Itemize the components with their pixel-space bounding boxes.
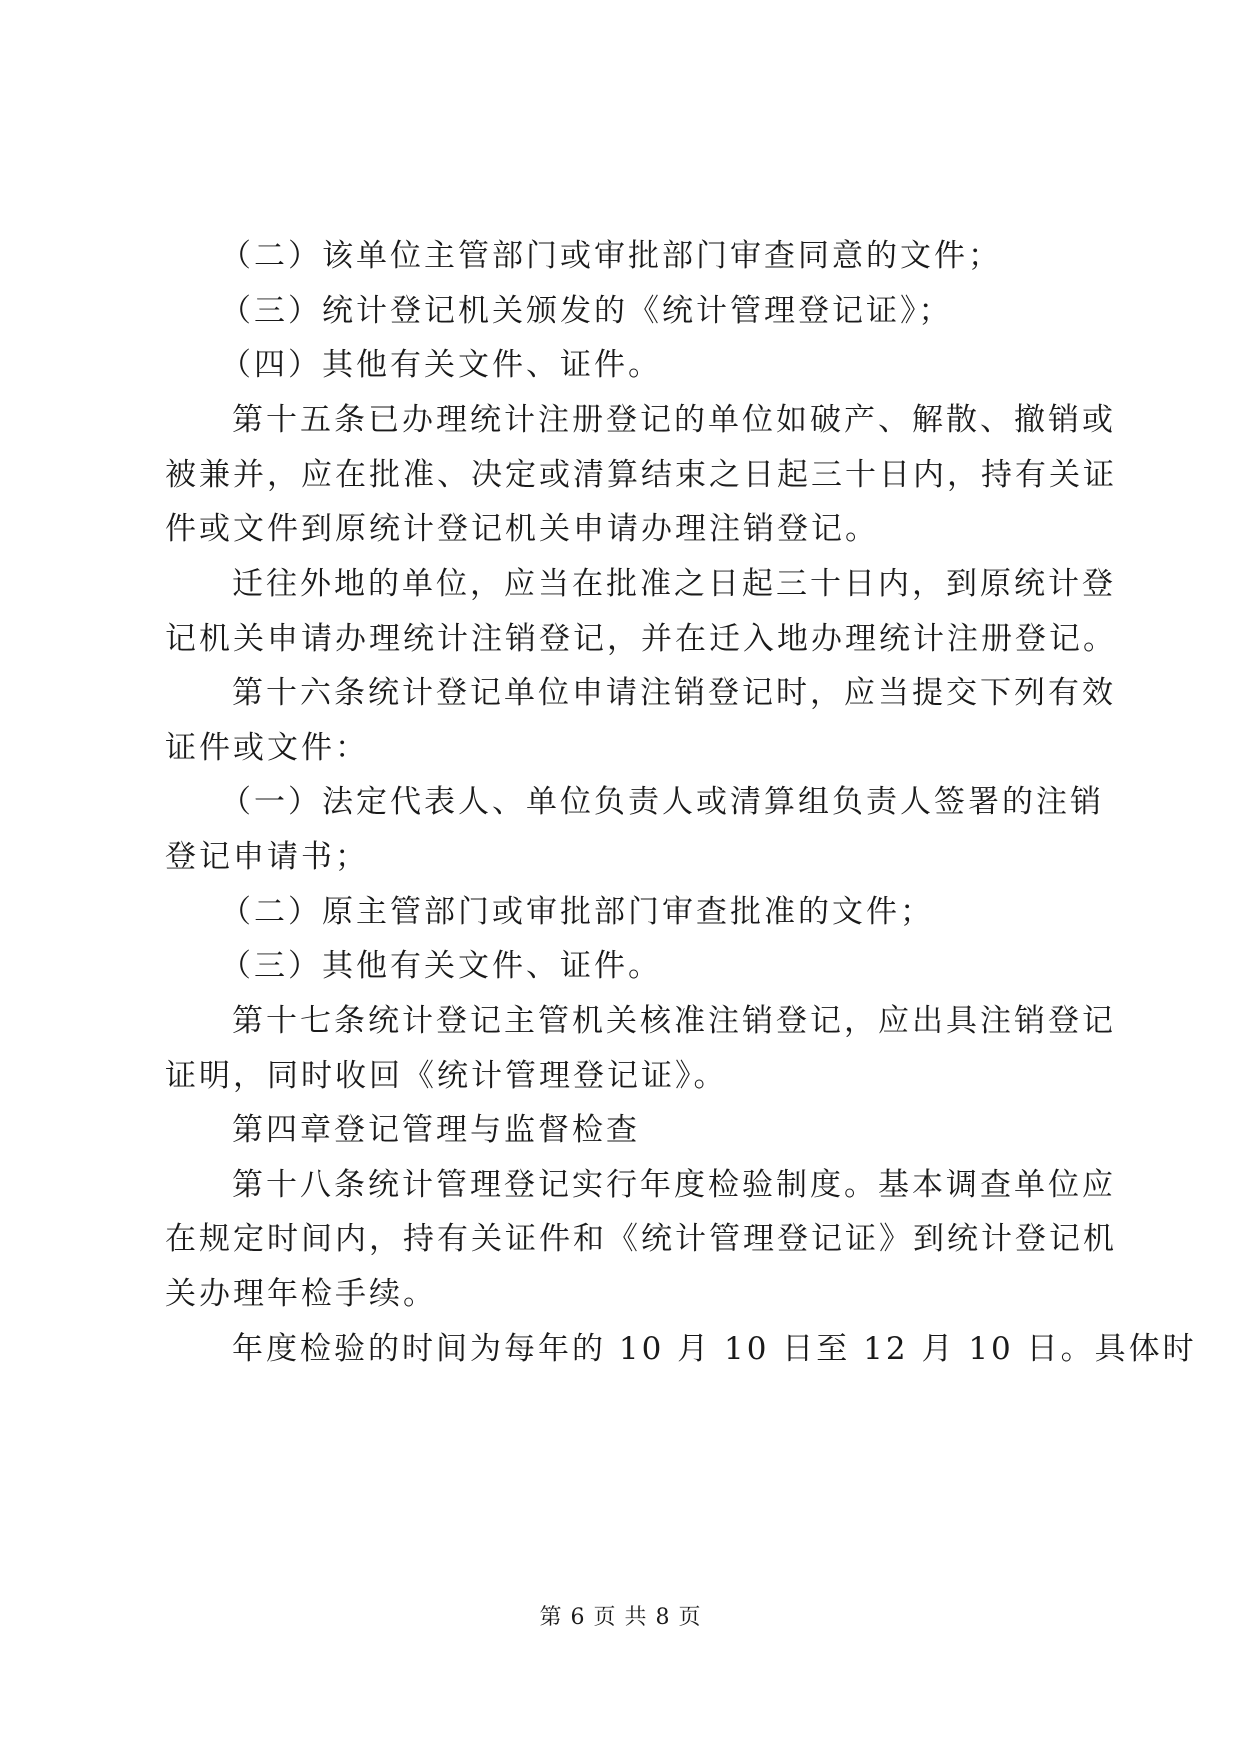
text-line: （一）法定代表人、单位负责人或清算组负责人签署的注销 (220, 784, 1104, 820)
text-line: （三）统计登记机关颁发的《统计管理登记证》； (220, 293, 953, 329)
text-line: 登记申请书； (165, 839, 369, 875)
text-line: 关办理年检手续。 (165, 1276, 437, 1312)
text-line: 证件或文件： (165, 730, 369, 766)
text-line: 年度检验的时间为每年的 10 月 10 日至 12 月 10 日。具体时 (232, 1331, 1197, 1367)
text-line: （二）该单位主管部门或审批部门审查同意的文件； (220, 238, 1002, 274)
text-line: 被兼并，应在批准、决定或清算结束之日起三十日内，持有关证 (165, 457, 1117, 493)
chapter-heading: 第四章登记管理与监督检查 (232, 1112, 640, 1148)
text-line: 件或文件到原统计登记机关申请办理注销登记。 (165, 511, 879, 547)
text-line: 第十五条已办理统计注册登记的单位如破产、解散、撤销或 (232, 402, 1116, 438)
text-line: 在规定时间内，持有关证件和《统计管理登记证》到统计登记机 (165, 1221, 1117, 1257)
page-footer: 第 6 页 共 8 页 (539, 1605, 702, 1630)
text-line: 第十八条统计管理登记实行年度检验制度。基本调查单位应 (232, 1167, 1116, 1203)
text-line: 第十六条统计登记单位申请注销登记时，应当提交下列有效 (232, 675, 1116, 711)
text-line: 证明，同时收回《统计管理登记证》。 (165, 1058, 728, 1094)
text-line: （四）其他有关文件、证件。 (220, 347, 662, 383)
text-line: 第十七条统计登记主管机关核准注销登记，应出具注销登记 (232, 1003, 1116, 1039)
text-line: 记机关申请办理统计注销登记，并在迁入地办理统计注册登记。 (165, 621, 1117, 657)
text-line: （二）原主管部门或审批部门审查批准的文件； (220, 894, 934, 930)
text-line: （三）其他有关文件、证件。 (220, 948, 662, 984)
text-line: 迁往外地的单位，应当在批准之日起三十日内，到原统计登 (232, 566, 1116, 602)
